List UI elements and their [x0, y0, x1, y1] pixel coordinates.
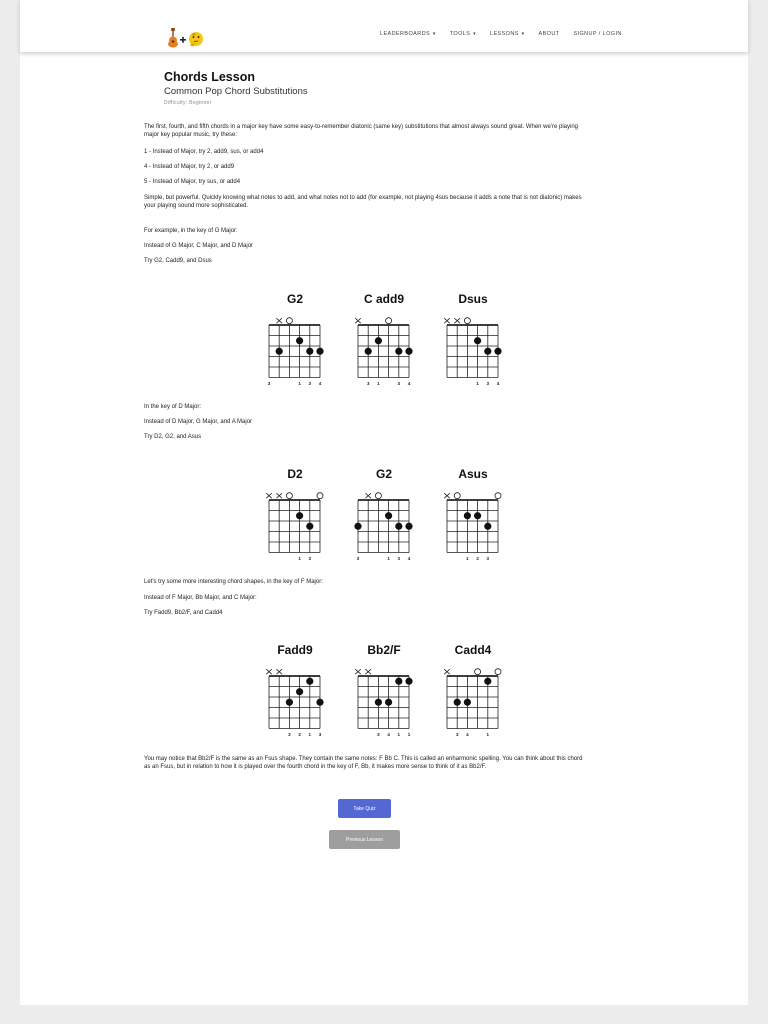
finger-dot [276, 348, 283, 355]
finger-number: 1 [486, 732, 490, 737]
finger-number: 3 [486, 556, 490, 561]
finger-number: 3 [308, 381, 312, 386]
nav-item-label: TOOLS [449, 31, 471, 37]
open-string-icon [375, 493, 381, 499]
f-instead-text: Instead of F Major, Bb Major, and C Major: [144, 595, 257, 601]
finger-number: 4 [318, 381, 322, 386]
f-try-text: Try Fadd9, Bb2/F, and Cadd4 [144, 610, 223, 616]
muted-string-icon [444, 493, 450, 498]
open-string-icon [464, 318, 470, 324]
finger-number: 1 [308, 732, 312, 737]
finger-dot [405, 523, 412, 530]
difficulty-label: Difficulty: Beginner [164, 100, 212, 106]
muted-string-icon [444, 318, 450, 323]
nav-item-about[interactable] [539, 31, 560, 37]
nav-item-tools[interactable] [450, 31, 476, 37]
finger-number: 1 [298, 381, 301, 386]
muted-string-icon [355, 318, 361, 323]
finger-dot [385, 512, 392, 519]
list-item: 1 - Instead of Major, try 2, add9, sus, or add4 [144, 149, 264, 155]
finger-number: 1 [407, 732, 411, 737]
chord-name: G2 [375, 467, 392, 481]
guitar-icon [166, 28, 206, 48]
open-string-icon [386, 318, 392, 324]
finger-number: 2 [476, 556, 479, 561]
finger-number: 1 [387, 556, 390, 561]
open-string-icon [317, 493, 323, 499]
muted-string-icon [266, 493, 272, 498]
nav-item-signup-login[interactable] [573, 31, 621, 37]
open-string-icon [495, 493, 501, 499]
open-string-icon [286, 318, 292, 324]
open-string-icon [286, 493, 292, 499]
open-string-icon [495, 669, 501, 675]
muted-string-icon [355, 669, 361, 674]
chord-name: Dsus [458, 292, 488, 306]
chord-diagram [265, 315, 335, 386]
finger-number: 3 [486, 381, 490, 386]
finger-number: 3 [267, 381, 271, 386]
finger-dot [484, 523, 491, 530]
finger-number: 4 [407, 556, 411, 561]
nav-item-label: LEADERBOARDS [380, 31, 431, 37]
chord-name: Fadd9 [277, 643, 313, 657]
list-item: 5 - Instead of Major, try sus, or add4 [144, 179, 241, 185]
chord-diagram [443, 666, 513, 737]
main-nav [380, 31, 636, 37]
chord-diagram [443, 315, 513, 386]
muted-string-icon [444, 669, 450, 674]
finger-dot [296, 688, 303, 695]
nav-item-leaderboards[interactable] [380, 31, 436, 37]
finger-dot [296, 337, 303, 344]
finger-dot [296, 512, 303, 519]
page-title: Chords Lesson [164, 70, 255, 84]
finger-number: 3 [356, 556, 360, 561]
list-item: 4 - Instead of Major, try 2, or add9 [144, 164, 235, 170]
finger-dot [474, 337, 481, 344]
chevron-down-icon: ▾ [519, 31, 525, 37]
chord-name: Asus [458, 467, 488, 481]
chord-diagram [354, 666, 424, 737]
chord-name: Bb2/F [367, 643, 401, 657]
finger-number: 3 [377, 732, 380, 737]
site-logo[interactable] [166, 28, 206, 48]
finger-dot [286, 699, 293, 706]
finger-dot [365, 348, 372, 355]
finger-number: 1 [476, 381, 479, 386]
take-quiz-button[interactable]: Take Quiz [338, 799, 391, 818]
d-try-text: Try D2, G2, and Asus [144, 434, 202, 440]
finger-number: 2 [298, 732, 301, 737]
finger-number: 3 [455, 732, 459, 737]
finger-number: 3 [366, 381, 370, 386]
finger-dot [484, 678, 491, 685]
finger-dot [474, 512, 481, 519]
muted-string-icon [276, 669, 282, 674]
nav-item-label: ABOUT [538, 31, 560, 37]
finger-dot [405, 348, 412, 355]
open-string-icon [454, 493, 460, 499]
chord-name: D2 [287, 467, 303, 481]
g-key-text: For example, in the key of G Major: [144, 228, 238, 234]
finger-dot [354, 523, 361, 530]
finger-number: 4 [407, 381, 411, 386]
finger-dot [395, 678, 402, 685]
lesson-subtitle: Common Pop Chord Substitutions [164, 86, 308, 97]
g-instead-text: Instead of G Major, C Major, and D Major [144, 243, 254, 249]
nav-item-label: LESSONS [490, 31, 519, 37]
chord-diagram [443, 490, 513, 561]
muted-string-icon [454, 318, 460, 323]
finger-dot [494, 348, 501, 355]
finger-dot [464, 699, 471, 706]
finger-number: 1 [397, 732, 401, 737]
finger-dot [405, 678, 412, 685]
finger-number: 3 [397, 381, 401, 386]
finger-dot [395, 348, 402, 355]
finger-number: 3 [308, 556, 312, 561]
chord-diagram [265, 666, 335, 737]
chord-diagram [354, 490, 424, 561]
outro-text: You may notice that Bb2/F is the same as an Fsus shape. They contain the same notes: F Bb C. This is called an enharmonic spelling. You can think about this chord as an Fsus, but in relation to how it is played over the fourth chord in the key of F, Bb, it makes more sense to think of it as Bb2/F. [144, 756, 583, 771]
muted-string-icon [266, 669, 272, 674]
nav-item-label: SIGNUP / LOGIN [573, 31, 622, 37]
finger-dot [306, 678, 313, 685]
chevron-down-icon: ▾ [471, 31, 476, 37]
finger-number: 4 [496, 381, 500, 386]
chord-diagram [354, 315, 424, 386]
finger-dot [316, 699, 323, 706]
finger-number: 3 [288, 732, 291, 737]
d-key-text: In the key of D Major: [144, 404, 202, 410]
nav-item-lessons[interactable] [490, 31, 525, 37]
simple-text: Simple, but powerful. Quickly knowing what notes to add, and what notes not to add (for example, not playing 4sus because it adds a note that is not diatonic) makes your playing sound more sophisticated. [144, 195, 582, 210]
navbar [20, 0, 748, 52]
lesson-header [164, 70, 604, 106]
previous-lesson-button[interactable]: Previous Lesson [329, 830, 400, 849]
muted-string-icon [365, 669, 371, 674]
finger-dot [395, 523, 402, 530]
intro-text: The first, fourth, and fifth chords in a major key have some easy-to-remember diatonic (same key) substitutions that almost always sound great. When we're playing major key popular music, try these: [144, 124, 579, 139]
chevron-down-icon: ▾ [431, 31, 436, 37]
f-key-text: Let's try some more interesting chord shapes, in the key of F Major: [144, 579, 323, 585]
chord-name: C add9 [363, 292, 404, 306]
finger-dot [385, 699, 392, 706]
finger-dot [306, 523, 313, 530]
chord-diagram [265, 490, 335, 561]
finger-number: 4 [387, 732, 390, 737]
finger-dot [316, 348, 323, 355]
finger-dot [454, 699, 461, 706]
g-try-text: Try G2, Cadd9, and Dsus [144, 258, 212, 264]
finger-dot [464, 512, 471, 519]
finger-number: 3 [397, 556, 401, 561]
d-instead-text: Instead of D Major, G Major, and A Major [144, 419, 253, 425]
muted-string-icon [276, 493, 282, 498]
chord-name: Cadd4 [454, 643, 492, 657]
muted-string-icon [276, 318, 282, 323]
finger-number: 1 [466, 556, 469, 561]
finger-dot [375, 337, 382, 344]
finger-number: 3 [318, 732, 322, 737]
finger-dot [306, 348, 313, 355]
chord-name: G2 [286, 292, 303, 306]
finger-dot [375, 699, 382, 706]
finger-dot [484, 348, 491, 355]
finger-number: 1 [377, 381, 380, 386]
finger-number: 1 [298, 556, 301, 561]
muted-string-icon [365, 493, 371, 498]
finger-number: 4 [466, 732, 469, 737]
open-string-icon [475, 669, 481, 675]
